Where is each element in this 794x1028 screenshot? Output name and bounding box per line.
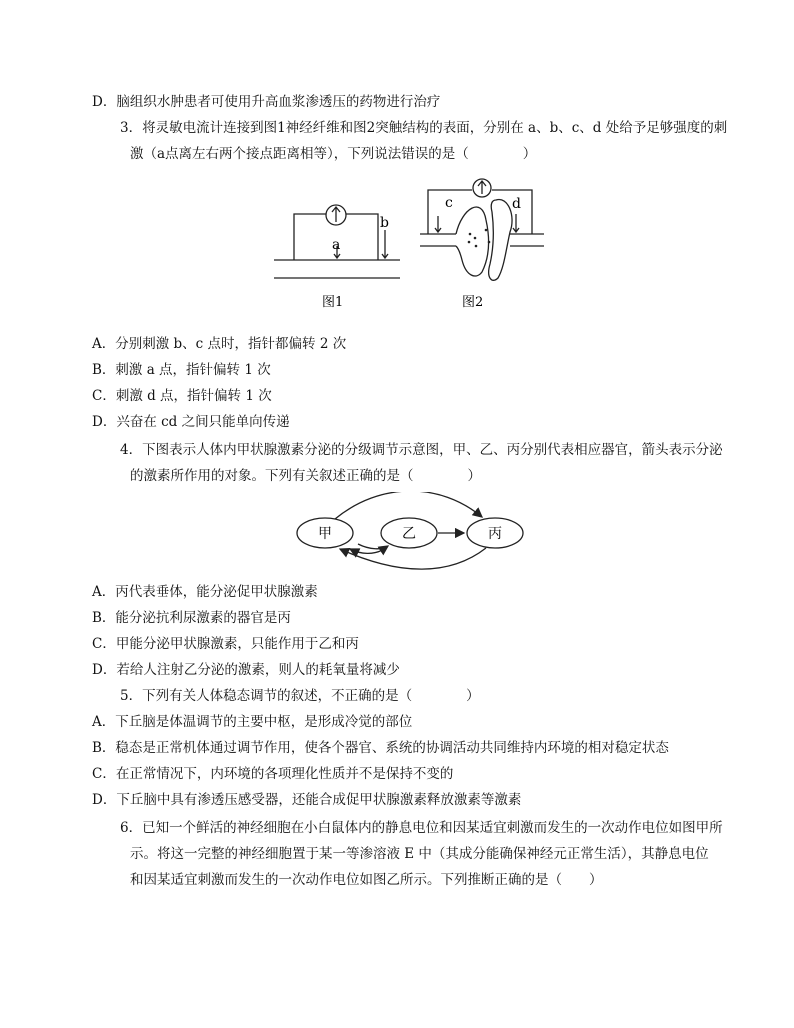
q3-option-b: B．刺激 a 点，指针偏转 1 次 [92, 362, 271, 378]
q5-option-b: B．稳态是正常机体通过调节作用，使各个器官、系统的协调活动共同维持内环境的相对稳定状态 [92, 740, 669, 756]
fig2-presynaptic [456, 207, 489, 276]
arrow-jia-to-bing [335, 492, 482, 519]
fig1-needle [332, 207, 340, 222]
figure-nerve-synapse [270, 172, 560, 322]
q3-option-d: D．兴奋在 cd 之间只能单向传递 [92, 414, 290, 430]
fig1-label-b: b [380, 215, 389, 231]
fig2-label-d: d [512, 196, 521, 212]
q5-option-d: D．下丘脑中具有渗透压感受器，还能合成促甲状腺激素释放激素等激素 [92, 792, 522, 808]
q5-option-c: C．在正常情况下，内环境的各项理化性质并不是保持不变的 [92, 766, 454, 782]
q4-stem-line2: 的激素所作用的对象。下列有关叙述正确的是（ ） [130, 468, 481, 484]
hormone-regulation-diagram [290, 492, 540, 572]
q4-option-a: A．丙代表垂体，能分泌促甲状腺激素 [92, 584, 318, 600]
fig2-axon-left [420, 234, 456, 246]
fig1-label-a: a [332, 237, 341, 253]
q4-option-b: B．能分泌抗利尿激素的器官是丙 [92, 610, 291, 626]
q4-stem-line1: 4．下图表示人体内甲状腺激素分泌的分级调节示意图，甲、乙、丙分别代表相应器官，箭头表示分泌 [120, 442, 723, 458]
q3-stem-line1: 3．将灵敏电流计连接到图1神经纤维和图2突触结构的表面，分别在 a、b、c、d 处给予足够强度的刺 [120, 120, 728, 136]
q4-option-c: C．甲能分泌甲状腺激素，只能作用于乙和丙 [92, 636, 359, 652]
fig2-caption: 图2 [462, 295, 484, 310]
arrow-bing-to-jia [340, 548, 486, 569]
fig2-arrow-c [435, 216, 441, 232]
fig2-arrow-d [513, 214, 519, 232]
q5-stem: 5．下列有关人体稳态调节的叙述，不正确的是（ ） [120, 688, 480, 704]
q4-option-d: D．若给人注射乙分泌的激素，则人的耗氧量将减少 [92, 662, 400, 678]
node-yi-label: 乙 [402, 526, 416, 542]
q6-stem-line3: 和因某适宜刺激而发生的一次动作电位如图乙所示。下列推断正确的是（ ） [130, 872, 603, 888]
q2-option-d: D．脑组织水肿患者可使用升高血浆渗透压的药物进行治疗 [92, 94, 441, 110]
fig2-postsynaptic [489, 199, 512, 280]
fig2-label-c: c [445, 195, 453, 211]
fig2-vesicles [468, 229, 491, 248]
fig1-wire-right [346, 214, 378, 260]
arrow-jia-to-yi [358, 544, 388, 549]
q3-stem-line2: 激（a点离左右两个接点距离相等），下列说法错误的是（ ） [130, 146, 537, 162]
node-bing-label: 丙 [488, 526, 502, 542]
fig1-caption: 图1 [322, 295, 344, 310]
fig2-needle [478, 181, 486, 194]
q6-stem-line2: 示。将这一完整的神经细胞置于某一等渗溶液 E 中（其成分能确保神经元正常生活），其静息电位 [130, 846, 709, 862]
fig1-wire-left [294, 214, 326, 260]
q5-option-a: A．下丘脑是体温调节的主要中枢，是形成冷觉的部位 [92, 714, 413, 730]
q3-option-a: A．分别刺激 b、c 点时，指针都偏转 2 次 [92, 336, 347, 352]
q6-stem-line1: 6．已知一个鲜活的神经细胞在小白鼠体内的静息电位和因某适宜刺激而发生的一次动作电位如图甲所 [120, 820, 723, 836]
node-jia-label: 甲 [318, 526, 332, 542]
fig2-axon-right [510, 234, 544, 246]
fig1-arrow-b [382, 230, 388, 258]
q3-option-c: C．刺激 d 点，指针偏转 1 次 [92, 388, 272, 404]
